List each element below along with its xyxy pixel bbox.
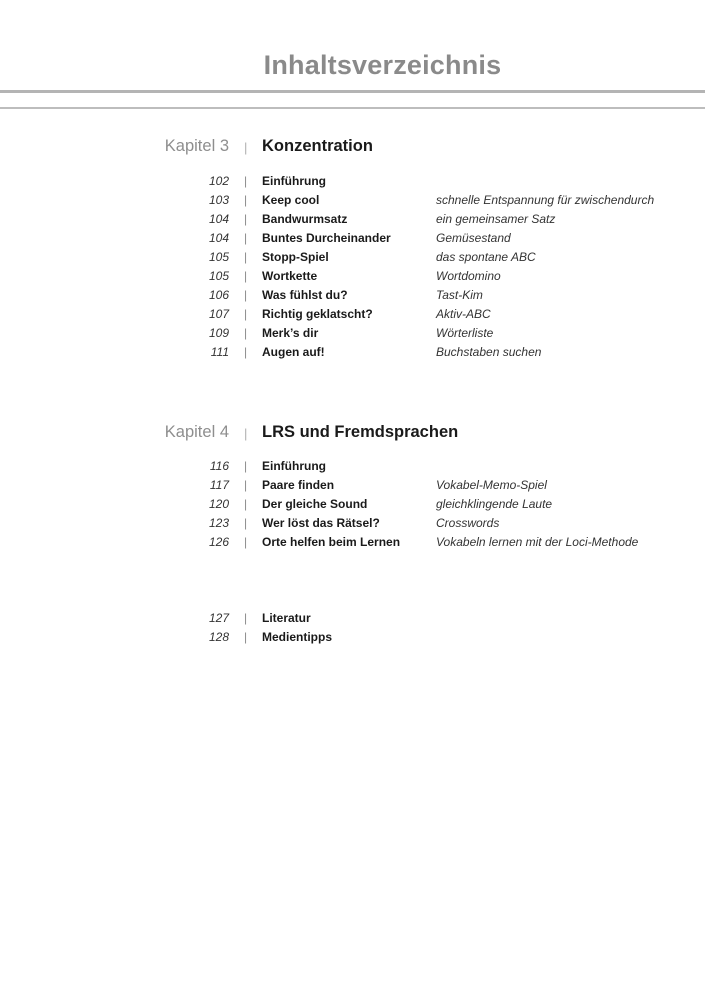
separator: | <box>244 269 248 283</box>
separator: | <box>244 478 248 492</box>
entry-title[interactable]: Orte helfen beim Lernen <box>262 535 401 549</box>
entry-subtitle: Wörterliste <box>436 326 494 340</box>
entry-subtitle: Buchstaben suchen <box>436 345 542 359</box>
separator: | <box>244 250 248 264</box>
chapter-heading <box>0 423 707 447</box>
separator: | <box>244 516 248 530</box>
entry-title[interactable]: Keep cool <box>262 193 320 207</box>
header-rule-thick <box>0 90 705 93</box>
separator: | <box>244 288 248 302</box>
entry-subtitle: das spontane ABC <box>436 250 536 264</box>
chapter-4 <box>0 423 707 447</box>
entry-title[interactable]: Einführung <box>262 459 326 473</box>
entry-subtitle: Gemüsestand <box>436 231 511 245</box>
page-title: Inhaltsverzeichnis <box>263 50 502 80</box>
entry-subtitle: Vokabeln lernen mit der Loci-Methode <box>436 535 639 549</box>
entry-subtitle: ein gemeinsamer Satz <box>436 212 556 226</box>
separator: | <box>244 459 248 473</box>
page-number: 128 <box>208 630 229 644</box>
page-number: 104 <box>208 212 229 226</box>
entry-subtitle: Tast-Kim <box>436 288 483 302</box>
entry-subtitle: Crosswords <box>436 516 500 530</box>
page-number: 126 <box>208 535 229 549</box>
entry-title[interactable]: Wortkette <box>262 269 318 283</box>
chapter-title[interactable]: Konzentration <box>262 137 373 155</box>
separator: | <box>244 326 248 340</box>
page-number: 105 <box>208 250 229 264</box>
separator: | <box>244 174 248 188</box>
entry-title[interactable]: Wer löst das Rätsel? <box>262 516 380 530</box>
toc-entry[interactable] <box>0 174 707 193</box>
separator: | <box>244 307 248 321</box>
page-number: 102 <box>208 174 229 188</box>
page-number: 111 <box>210 345 229 359</box>
toc-entry[interactable] <box>0 611 707 630</box>
entry-title[interactable]: Augen auf! <box>262 345 325 359</box>
toc-entry[interactable] <box>0 288 707 307</box>
chapter-4-entries <box>0 459 707 554</box>
chapter-heading <box>0 137 707 161</box>
page-number: 123 <box>208 516 229 530</box>
toc-entry[interactable] <box>0 269 707 288</box>
entry-title[interactable]: Was fühlst du? <box>262 288 348 302</box>
toc-entry[interactable] <box>0 535 707 554</box>
chapter-label: Kapitel 4 <box>164 423 229 441</box>
separator: | <box>244 193 248 207</box>
entry-subtitle: Wortdomino <box>436 269 501 283</box>
entry-subtitle: schnelle Entspannung für zwischendurch <box>436 193 655 207</box>
entry-title[interactable]: Stopp-Spiel <box>262 250 329 264</box>
separator: | <box>244 426 248 441</box>
entry-subtitle: gleichklingende Laute <box>436 497 553 511</box>
entry-title[interactable]: Literatur <box>262 611 311 625</box>
toc-entry[interactable] <box>0 231 707 250</box>
toc-entry[interactable] <box>0 250 707 269</box>
separator: | <box>244 630 248 644</box>
appendix-entries <box>0 611 707 649</box>
chapter-3 <box>0 137 707 161</box>
entry-title[interactable]: Der gleiche Sound <box>262 497 368 511</box>
separator: | <box>244 497 248 511</box>
toc-entry[interactable] <box>0 630 707 649</box>
toc-entry[interactable] <box>0 345 707 364</box>
entry-title[interactable]: Richtig geklatscht? <box>262 307 373 321</box>
page-number: 127 <box>208 611 229 625</box>
header-rule-thin <box>0 107 705 109</box>
page-number: 109 <box>208 326 229 340</box>
entry-title[interactable]: Paare finden <box>262 478 335 492</box>
toc-entry[interactable] <box>0 497 707 516</box>
page-number: 104 <box>208 231 229 245</box>
entry-title[interactable]: Medientipps <box>262 630 333 644</box>
toc-entry[interactable] <box>0 212 707 231</box>
entry-title[interactable]: Merk’s dir <box>262 326 319 340</box>
separator: | <box>244 345 248 359</box>
separator: | <box>244 535 248 549</box>
separator: | <box>244 611 248 625</box>
toc-entry[interactable] <box>0 193 707 212</box>
separator: | <box>244 140 248 155</box>
page-number: 116 <box>209 459 229 473</box>
page-number: 106 <box>208 288 229 302</box>
toc-entry[interactable] <box>0 307 707 326</box>
page-number: 107 <box>208 307 229 321</box>
page-number: 103 <box>208 193 229 207</box>
page-number: 117 <box>209 478 229 492</box>
entry-title[interactable]: Einführung <box>262 174 326 188</box>
separator: | <box>244 231 248 245</box>
toc-entry[interactable] <box>0 459 707 478</box>
toc-entry[interactable] <box>0 326 707 345</box>
entry-title[interactable]: Bandwurmsatz <box>262 212 348 226</box>
toc-entry[interactable] <box>0 516 707 535</box>
entry-subtitle: Vokabel-Memo-Spiel <box>436 478 547 492</box>
chapter-3-entries <box>0 174 707 364</box>
separator: | <box>244 212 248 226</box>
entry-subtitle: Aktiv-ABC <box>436 307 491 321</box>
chapter-label: Kapitel 3 <box>164 137 229 155</box>
page-number: 120 <box>208 497 229 511</box>
page-number: 105 <box>208 269 229 283</box>
entry-title[interactable]: Buntes Durcheinander <box>262 231 391 245</box>
chapter-title[interactable]: LRS und Fremdsprachen <box>262 423 459 441</box>
toc-entry[interactable] <box>0 478 707 497</box>
